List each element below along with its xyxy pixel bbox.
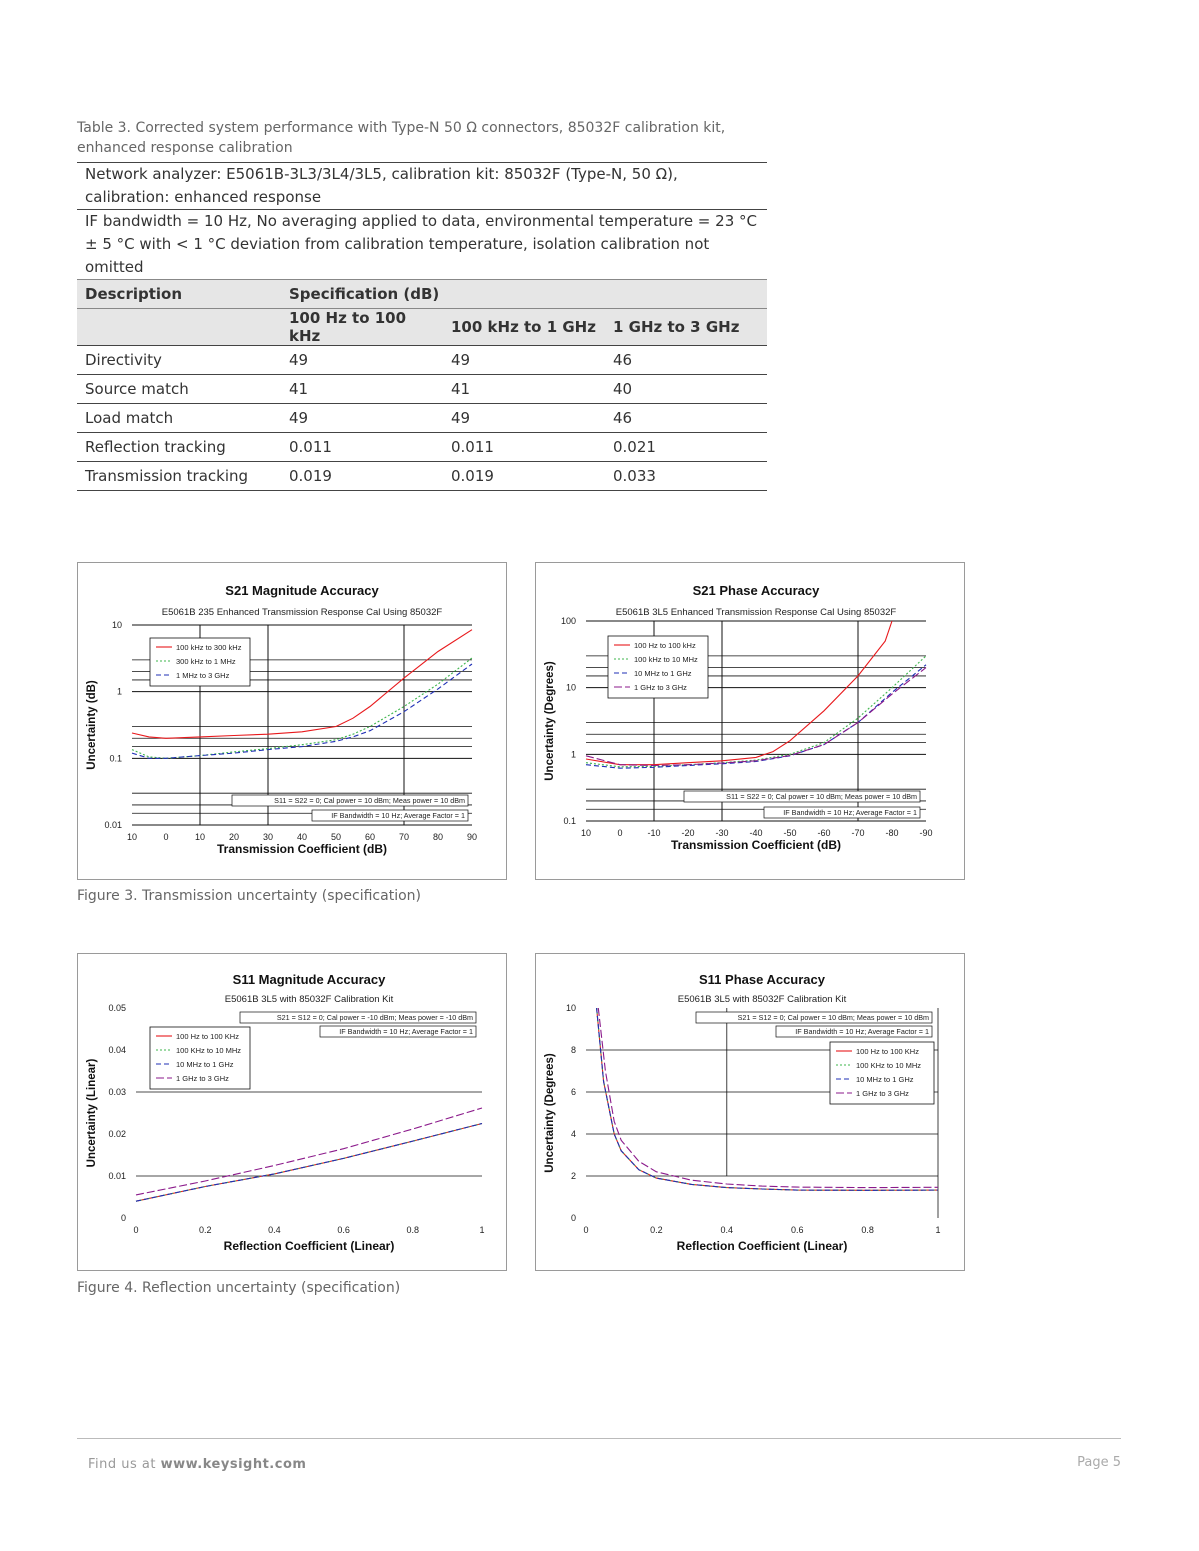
x-tick-label: 0.2 xyxy=(198,1225,212,1235)
header-description: Description xyxy=(77,280,281,309)
y-axis-label: Uncertainty (Degrees) xyxy=(544,1053,556,1173)
cell-value: 41 xyxy=(443,375,605,404)
x-tick-label: 0.8 xyxy=(861,1225,874,1235)
chart-subtitle: E5061B 3L5 with 85032F Calibration Kit xyxy=(677,994,847,1005)
x-tick-label: 0.2 xyxy=(650,1225,663,1235)
x-tick-label: 0.4 xyxy=(720,1225,734,1235)
x-tick-label: -40 xyxy=(749,828,763,838)
table-note-analyzer: Network analyzer: E5061B-3L3/3L4/3L5, calibration kit: 85032F (Type-N, 50 Ω), calibration: enhanced response xyxy=(77,163,767,210)
x-tick-label: 0 xyxy=(583,1225,589,1235)
x-tick-label: -80 xyxy=(885,828,899,838)
header-empty xyxy=(77,309,281,346)
x-tick-label: 40 xyxy=(296,832,308,842)
spec-table xyxy=(77,162,767,491)
x-tick-label: -70 xyxy=(851,828,865,838)
cell-value: 41 xyxy=(281,375,443,404)
cell-value: 0.033 xyxy=(605,462,767,491)
header-band-2: 100 kHz to 1 GHz xyxy=(443,309,605,346)
chart-title: S21 Phase Accuracy xyxy=(692,583,820,598)
x-tick-label: 10 xyxy=(194,832,206,842)
chart-s21-magnitude-svg xyxy=(78,563,506,879)
footer-url-link[interactable]: www.keysight.com xyxy=(160,1457,307,1472)
legend-label: 100 Hz to 100 KHz xyxy=(856,1047,919,1056)
x-tick-label: -20 xyxy=(681,828,695,838)
cell-value: 49 xyxy=(443,346,605,375)
y-tick-label: 100 xyxy=(560,616,576,626)
x-axis-label: Reflection Coefficient (Linear) xyxy=(223,1239,395,1253)
x-tick-label: 0.8 xyxy=(406,1225,420,1235)
x-axis-label: Transmission Coefficient (dB) xyxy=(216,842,388,856)
chart-s21-magnitude xyxy=(77,562,507,880)
x-tick-label: -10 xyxy=(647,828,661,838)
x-tick-label: 0 xyxy=(133,1225,139,1235)
chart-subtitle: E5061B 3L5 with 85032F Calibration Kit xyxy=(224,994,394,1005)
y-axis-label: Uncertainty (Degrees) xyxy=(544,661,556,781)
footer-prefix: Find us at xyxy=(88,1457,161,1472)
chart-s11-phase-svg xyxy=(536,954,964,1270)
y-axis-label: Uncertainty (dB) xyxy=(86,680,98,770)
x-tick-label: 0.6 xyxy=(790,1225,804,1235)
x-tick-label: 80 xyxy=(432,832,444,842)
y-tick-label: 0.1 xyxy=(109,753,122,764)
series-line xyxy=(136,1124,482,1202)
chart-s21-phase xyxy=(535,562,965,880)
chart-title: S11 Phase Accuracy xyxy=(699,972,825,987)
x-tick-label: 90 xyxy=(466,832,478,842)
table-row xyxy=(77,462,767,491)
x-tick-label: -60 xyxy=(817,828,831,838)
cell-value: 49 xyxy=(443,404,605,433)
y-tick-label: 10 xyxy=(565,682,576,693)
table-caption: Table 3. Corrected system performance with Type-N 50 Ω connectors, 85032F calibration kit, enhanced response calibration xyxy=(77,120,726,156)
chart-s11-magnitude xyxy=(77,953,507,1271)
cell-value: 49 xyxy=(281,346,443,375)
annotation-text: IF Bandwidth = 10 Hz; Average Factor = 1 xyxy=(795,1027,929,1036)
footer-divider xyxy=(77,1438,1121,1439)
header-band-3: 1 GHz to 3 GHz xyxy=(605,309,767,346)
x-tick-label: -90 xyxy=(919,828,933,838)
x-tick-label: 30 xyxy=(262,832,274,842)
figure4-caption: Figure 4. Reflection uncertainty (specification) xyxy=(77,1280,401,1296)
table-note-conditions: IF bandwidth = 10 Hz, No averaging applied to data, environmental temperature = 23 °C ± 5 °C with < 1 °C deviation from calibration temperature, isolation calibration not omitted xyxy=(77,210,767,280)
y-tick-label: 0.1 xyxy=(563,816,576,826)
y-tick-label: 0.01 xyxy=(104,820,122,830)
legend-label: 100 kHz to 300 kHz xyxy=(176,643,242,652)
y-tick-label: 0.03 xyxy=(108,1087,126,1097)
annotation-text: S21 = S12 = 0; Cal power = -10 dBm; Meas power = -10 dBm xyxy=(276,1013,473,1022)
x-tick-label: 10 xyxy=(580,828,592,838)
x-tick-label: 0.4 xyxy=(268,1225,281,1235)
legend-label: 1 MHz to 3 GHz xyxy=(176,671,230,680)
chart-title: S11 Magnitude Accuracy xyxy=(232,972,386,987)
annotation-text: S21 = S12 = 0; Cal power = 10 dBm; Meas power = 10 dBm xyxy=(737,1013,929,1022)
series-line xyxy=(136,1124,482,1202)
y-tick-label: 0.02 xyxy=(108,1129,126,1139)
y-tick-label: 4 xyxy=(570,1129,576,1139)
y-tick-label: 1 xyxy=(570,749,576,760)
x-tick-label: 0 xyxy=(617,828,623,838)
legend-label: 100 KHz to 10 MHz xyxy=(856,1061,922,1070)
table-row xyxy=(77,404,767,433)
legend-label: 1 GHz to 3 GHz xyxy=(634,683,687,692)
legend-label: 10 MHz to 1 GHz xyxy=(634,669,692,678)
y-tick-label: 1 xyxy=(116,686,122,697)
y-tick-label: 10 xyxy=(111,620,122,630)
legend-label: 10 MHz to 1 GHz xyxy=(176,1060,234,1069)
legend-label: 1 GHz to 3 GHz xyxy=(176,1074,229,1083)
y-axis-label: Uncertainty (Linear) xyxy=(86,1058,98,1168)
series-line xyxy=(136,1108,482,1195)
annotation-text: S11 = S22 = 0; Cal power = 10 dBm; Meas power = 10 dBm xyxy=(726,792,917,801)
x-tick-label: -50 xyxy=(783,828,797,838)
annotation-text: IF Bandwidth = 10 Hz; Average Factor = 1 xyxy=(339,1027,473,1036)
header-band-1: 100 Hz to 100 kHz xyxy=(281,309,443,346)
row-label: Source match xyxy=(77,375,281,404)
cell-value: 0.011 xyxy=(281,433,443,462)
chart-title: S21 Magnitude Accuracy xyxy=(225,583,379,598)
x-axis-label: Transmission Coefficient (dB) xyxy=(670,838,842,852)
x-tick-label: 0 xyxy=(163,832,169,842)
y-tick-label: 2 xyxy=(570,1171,576,1181)
y-tick-label: 0.05 xyxy=(108,1003,126,1013)
legend-label: 100 Hz to 100 kHz xyxy=(634,641,696,650)
row-label: Transmission tracking xyxy=(77,462,281,491)
x-tick-label: 1 xyxy=(479,1225,485,1235)
x-tick-label: 0.6 xyxy=(337,1225,350,1235)
y-tick-label: 0 xyxy=(120,1213,126,1223)
annotation-text: IF Bandwidth = 10 Hz; Average Factor = 1 xyxy=(783,808,917,817)
y-tick-label: 0 xyxy=(570,1213,576,1223)
chart-subtitle: E5061B 235 Enhanced Transmission Response Cal Using 85032F xyxy=(161,607,443,618)
row-label: Reflection tracking xyxy=(77,433,281,462)
series-line xyxy=(136,1124,482,1202)
legend-label: 10 MHz to 1 GHz xyxy=(856,1075,914,1084)
cell-value: 46 xyxy=(605,404,767,433)
x-tick-label: 70 xyxy=(398,832,410,842)
footer-page-number: Page 5 xyxy=(1077,1455,1121,1470)
cell-value: 46 xyxy=(605,346,767,375)
chart-s11-phase xyxy=(535,953,965,1271)
x-axis-label: Reflection Coefficient (Linear) xyxy=(676,1239,848,1253)
legend-label: 100 Hz to 100 KHz xyxy=(176,1032,239,1041)
legend-label: 100 KHz to 10 MHz xyxy=(176,1046,242,1055)
row-label: Load match xyxy=(77,404,281,433)
cell-value: 0.011 xyxy=(443,433,605,462)
table-row xyxy=(77,433,767,462)
x-tick-label: 20 xyxy=(228,832,240,842)
annotation-text: IF Bandwidth = 10 Hz; Average Factor = 1 xyxy=(331,811,465,820)
legend-label: 100 kHz to 10 MHz xyxy=(634,655,698,664)
row-label: Directivity xyxy=(77,346,281,375)
cell-value: 49 xyxy=(281,404,443,433)
cell-value: 0.019 xyxy=(281,462,443,491)
y-tick-label: 8 xyxy=(570,1045,576,1055)
x-tick-label: 1 xyxy=(935,1225,941,1235)
legend-label: 1 GHz to 3 GHz xyxy=(856,1089,909,1098)
y-tick-label: 0.04 xyxy=(108,1045,126,1055)
x-tick-label: 50 xyxy=(330,832,342,842)
x-tick-label: -30 xyxy=(715,828,729,838)
header-specification: Specification (dB) xyxy=(281,280,767,309)
chart-s11-magnitude-svg xyxy=(78,954,506,1270)
y-tick-label: 6 xyxy=(570,1087,576,1097)
cell-value: 0.019 xyxy=(443,462,605,491)
cell-value: 0.021 xyxy=(605,433,767,462)
figure3-caption: Figure 3. Transmission uncertainty (specification) xyxy=(77,888,421,904)
x-tick-label: 60 xyxy=(364,832,376,842)
y-tick-label: 0.01 xyxy=(108,1171,126,1181)
x-tick-label: 10 xyxy=(126,832,138,842)
footer-find-us xyxy=(88,1457,306,1472)
cell-value: 40 xyxy=(605,375,767,404)
chart-s21-phase-svg xyxy=(536,563,964,879)
table-row xyxy=(77,346,767,375)
table-row xyxy=(77,375,767,404)
annotation-text: S11 = S22 = 0; Cal power = 10 dBm; Meas power = 10 dBm xyxy=(274,796,465,805)
legend-label: 300 kHz to 1 MHz xyxy=(176,657,236,666)
y-tick-label: 10 xyxy=(565,1003,576,1013)
chart-subtitle: E5061B 3L5 Enhanced Transmission Response Cal Using 85032F xyxy=(615,607,897,618)
